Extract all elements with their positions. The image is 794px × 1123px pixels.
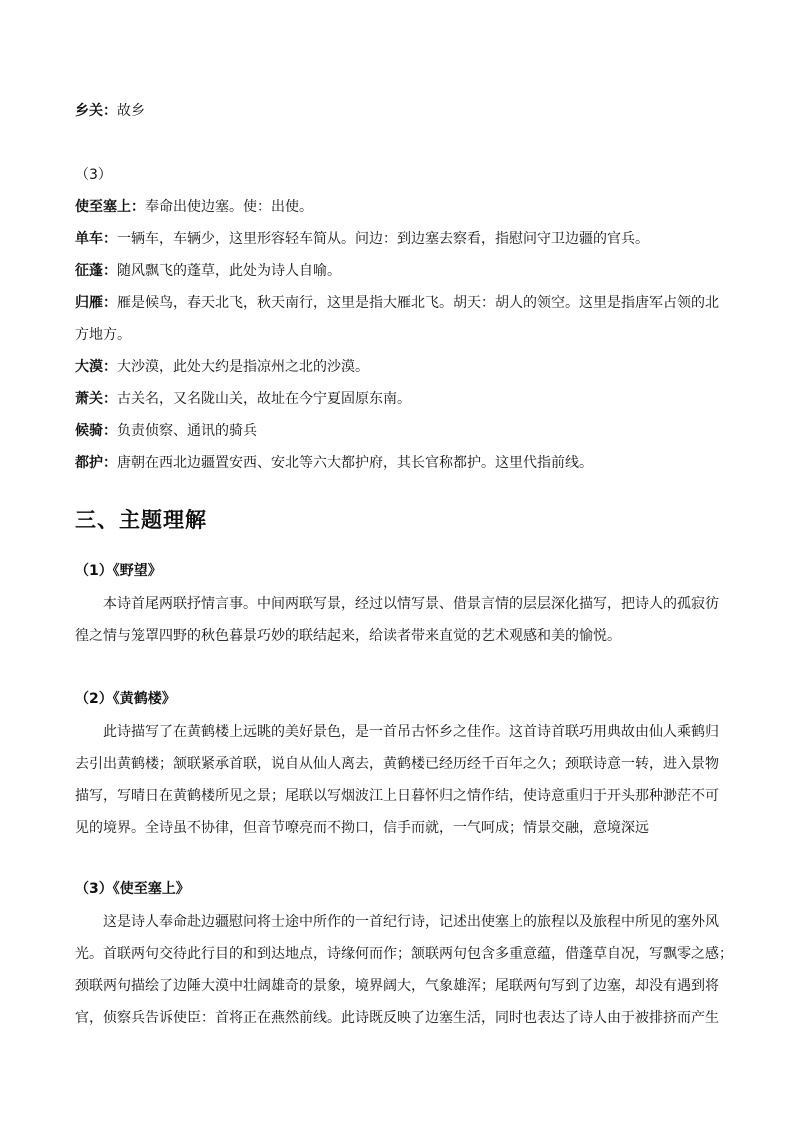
glossary-entry-xiangguan [75, 101, 735, 121]
glossary-definition: 随风飘飞的蓬草，此处为诗人自喻。 [117, 263, 341, 279]
paragraph-line: 光。首联两句交待此行目的和到达地点，诗缘何而作；颔联两句包含多重意蕴，借蓬草自况，写飘零之感； [75, 946, 733, 962]
subsection-label: （3） [75, 167, 112, 183]
glossary-term: 大漠： [75, 359, 117, 375]
theme-heading: （1）《野望》 [75, 563, 162, 579]
glossary-entry [75, 389, 735, 409]
glossary-continuation: 方地方。 [75, 327, 131, 343]
glossary-definition: 负责侦察、通讯的骑兵 [117, 423, 257, 439]
theme-paragraph [75, 588, 737, 652]
paragraph-line: 官，侦察兵告诉使臣：首将正在燕然前线。此诗既反映了边塞生活，同时也表达了诗人由于被排挤而产生 [75, 1010, 719, 1026]
glossary-definition: 大沙漠，此处大约是指凉州之北的沙漠。 [117, 359, 369, 375]
paragraph-line: 这是诗人奉命赴边疆慰问将士途中所作的一首纪行诗，记述出使塞上的旅程以及旅程中所见的塞外风 [103, 914, 719, 930]
paragraph-line: 颈联两句描绘了边陲大漠中壮阔雄奇的景象，境界阔大，气象雄浑；尾联两句写到了边塞，却没有遇到将 [75, 978, 719, 994]
paragraph-line: 描写，写晴日在黄鹤楼所见之景；尾联以写烟波江上日暮怀归之情作结，使诗意重归于开头那种渺茫不可 [75, 788, 719, 804]
glossary-definition: 古关名，又名陇山关，故址在今宁夏固原东南。 [117, 391, 411, 407]
paragraph-line: 本诗首尾两联抒情言事。中间两联写景，经过以情写景、借景言情的层层深化描写，把诗人的孤寂彷 [103, 596, 719, 612]
glossary-term: 单车： [75, 231, 117, 247]
theme-paragraph [75, 716, 737, 844]
glossary-entry [75, 357, 735, 377]
glossary-entry [75, 421, 735, 441]
paragraph-line: 去引出黄鹤楼；颔联紧承首联，说自从仙人离去，黄鹤楼已经历经千百年之久；颈联诗意一转，进入景物 [75, 756, 719, 772]
glossary-definition: 雁是候鸟，春天北飞，秋天南行，这里是指大雁北飞。胡天：胡人的领空。这里是指唐军占领的北 [117, 295, 719, 311]
section-title: 三、主题理解 [75, 508, 207, 532]
glossary-term: 萧关： [75, 391, 117, 407]
paragraph-line: 见的境界。全诗虽不协律，但音节嘹亮而不拗口，信手而就，一气呵成；情景交融，意境深远 [75, 820, 649, 836]
glossary-term: 乡关： [75, 103, 117, 119]
glossary-entry [75, 229, 735, 249]
glossary-entry [75, 197, 735, 217]
glossary-term: 归雁： [75, 295, 117, 311]
glossary-definition: 故乡 [117, 103, 145, 119]
glossary-term: 征蓬： [75, 263, 117, 279]
glossary-definition: 一辆车，车辆少，这里形容轻车简从。问边：到边塞去察看，指慰问守卫边疆的官兵。 [117, 231, 649, 247]
paragraph-line: 此诗描写了在黄鹤楼上远眺的美好景色，是一首吊古怀乡之佳作。这首诗首联巧用典故由仙人乘鹤归 [103, 724, 719, 740]
glossary-term: 候骑： [75, 423, 117, 439]
theme-heading: （3）《使至塞上》 [75, 881, 190, 897]
theme-paragraph [75, 906, 737, 1034]
glossary-term: 都护： [75, 455, 117, 471]
glossary-definition: 奉命出使边塞。使：出使。 [145, 199, 313, 215]
glossary-entry [75, 453, 735, 473]
glossary-entry [75, 261, 735, 281]
theme-heading: （2）《黄鹤楼》 [75, 691, 176, 707]
paragraph-line: 徨之情与笼罩四野的秋色暮景巧妙的联结起来，给读者带来直觉的艺术观感和美的愉悦。 [75, 628, 621, 644]
glossary-definition: 唐朝在西北边疆置安西、安北等六大都护府，其长官称都护。这里代指前线。 [117, 455, 593, 471]
glossary-term: 使至塞上： [75, 199, 145, 215]
glossary-entry [75, 293, 735, 313]
